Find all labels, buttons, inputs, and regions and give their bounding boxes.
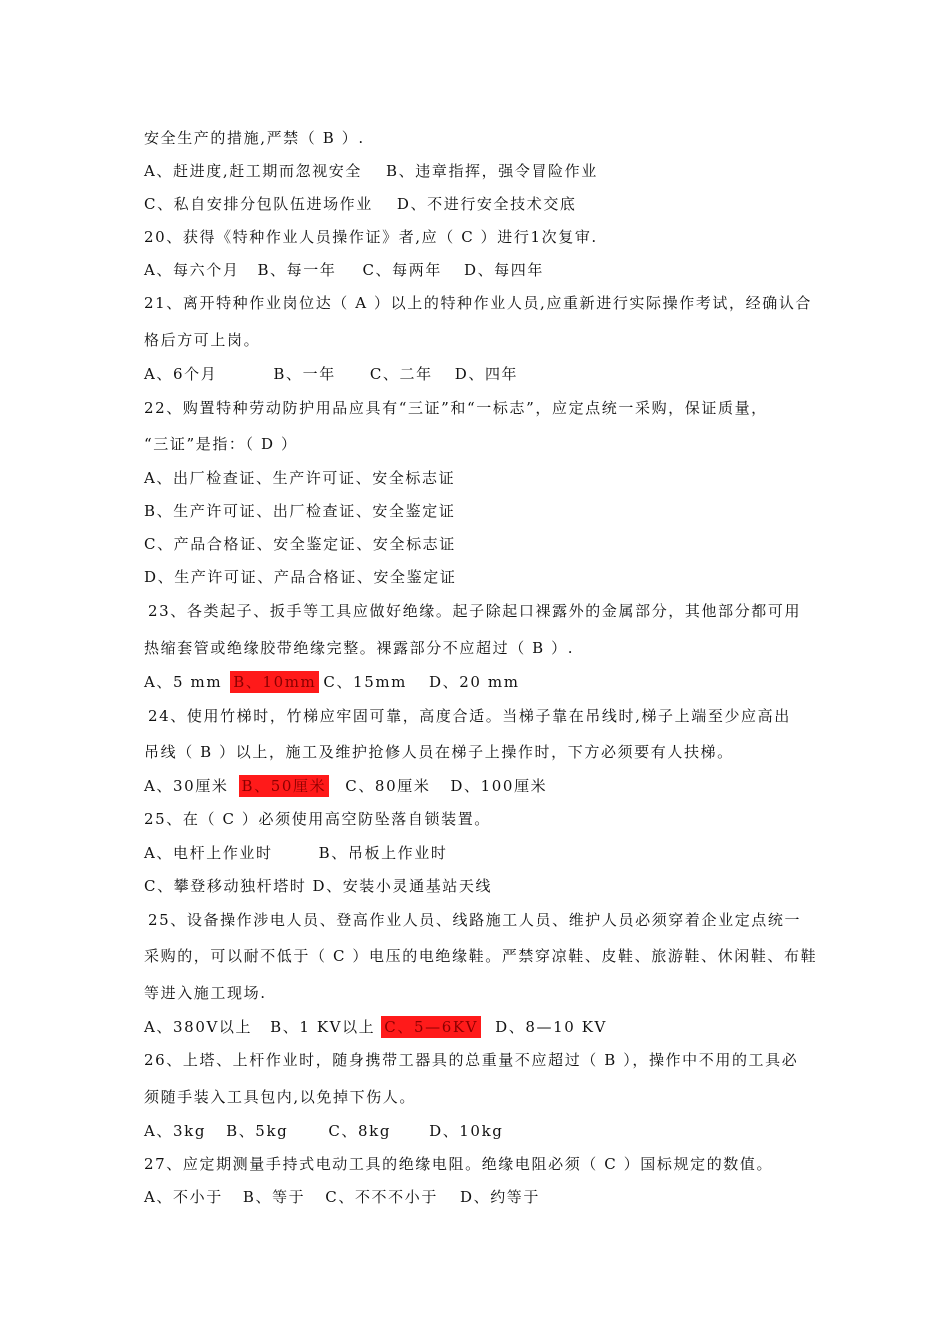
- option-b: B、1 KV以上: [270, 1018, 376, 1036]
- option-b-highlighted: B、10mm: [230, 671, 319, 693]
- question-text: 须随手装入工具包内,以免掉下伤人。: [144, 1088, 416, 1106]
- text-line: 安全生产的措施,严禁（ B ）.: [144, 129, 365, 147]
- option-d: D、生产许可证、产品合格证、安全鉴定证: [144, 568, 457, 586]
- option-c: C、80厘米: [345, 777, 431, 795]
- option-b: B、等于: [242, 1188, 306, 1206]
- option-a: A、30厘米: [144, 777, 229, 795]
- option-c: C、攀登移动独杆塔时: [144, 877, 307, 895]
- option-b-highlighted: B、50厘米: [239, 775, 330, 797]
- question-text: 热缩套管或绝缘胶带绝缘完整。裸露部分不应超过（ B ）.: [144, 639, 575, 657]
- option-row: [144, 842, 447, 864]
- option-a: A、电杆上作业时: [144, 844, 273, 862]
- option-c: C、不不不小于: [325, 1188, 438, 1206]
- option-b: B、违章指挥，强令冒险作业: [386, 162, 598, 180]
- option-row: [144, 363, 518, 385]
- option-d: D、安装小灵通基站天线: [312, 877, 493, 895]
- question-text: 24、使用竹梯时，竹梯应牢固可靠，高度合适。当梯子靠在吊线时,梯子上端至少应高出: [148, 707, 791, 725]
- option-d: D、约等于: [459, 1188, 540, 1206]
- question-text: 21、离开特种作业岗位达（ A ）以上的特种作业人员,应重新进行实际操作考试，经确认合: [144, 294, 813, 312]
- option-d: D、不进行安全技术交底: [396, 195, 577, 213]
- option-b: B、一年: [273, 365, 336, 383]
- question-text: 23、各类起子、扳手等工具应做好绝缘。起子除起口裸露外的金属部分，其他部分都可用: [148, 602, 802, 620]
- option-a: A、6个月: [144, 365, 218, 383]
- option-a: A、每六个月: [144, 261, 240, 279]
- option-row: [144, 259, 544, 281]
- option-c: C、每两年: [362, 261, 442, 279]
- question-text: 27、应定期测量手持式电动工具的绝缘电阻。绝缘电阻必须（ C ）国标规定的数值。: [144, 1155, 774, 1173]
- option-row: [144, 193, 577, 215]
- question-text: 25、在（ C ）必须使用高空防坠落自锁装置。: [144, 810, 491, 828]
- option-b: B、每一年: [257, 261, 337, 279]
- option-c: C、私自安排分包队伍进场作业: [144, 195, 373, 213]
- option-a: A、赶进度,赶工期而忽视安全: [144, 162, 363, 180]
- option-c: C、8kg: [328, 1122, 392, 1140]
- question-text: “三证”是指：（ D ）: [144, 435, 298, 453]
- question-text: 等进入施工现场.: [144, 984, 267, 1002]
- question-text: 采购的，可以耐不低于（ C ）电压的电绝缘鞋。严禁穿凉鞋、皮鞋、旅游鞋、休闲鞋、布鞋: [144, 947, 818, 965]
- option-a: A、5 mm: [144, 673, 223, 691]
- option-row: [144, 775, 547, 797]
- option-a: A、不小于: [144, 1188, 223, 1206]
- option-b: B、生产许可证、出厂检查证、安全鉴定证: [144, 502, 456, 520]
- option-b: B、吊板上作业时: [318, 844, 448, 862]
- question-text: 22、购置特种劳动防护用品应具有“三证”和“一标志”，应定点统一采购，保证质量，: [144, 399, 768, 417]
- option-a: A、出厂检查证、生产许可证、安全标志证: [144, 469, 456, 487]
- option-row: [144, 875, 492, 897]
- option-c: C、产品合格证、安全鉴定证、安全标志证: [144, 535, 456, 553]
- option-d: D、四年: [454, 365, 519, 383]
- option-c-highlighted: C、5—6KV: [381, 1016, 481, 1038]
- option-d: D、每四年: [463, 261, 544, 279]
- option-a: A、380V以上: [144, 1018, 253, 1036]
- option-row: [144, 1016, 607, 1038]
- question-text: 25、设备操作涉电人员、登高作业人员、线路施工人员、维护人员必须穿着企业定点统一: [148, 911, 802, 929]
- option-row: [144, 671, 520, 693]
- option-row: [144, 1186, 540, 1208]
- option-row: [144, 1120, 503, 1142]
- option-d: D、100厘米: [450, 777, 548, 795]
- question-text: 格后方可上岗。: [144, 331, 261, 349]
- question-text: 吊线（ B ）以上，施工及维护抢修人员在梯子上操作时，下方必须要有人扶梯。: [144, 743, 734, 761]
- question-text: 20、获得《特种作业人员操作证》者,应（ C ）进行1次复审.: [144, 228, 598, 246]
- option-b: B、5kg: [226, 1122, 289, 1140]
- option-row: [144, 160, 598, 182]
- option-d: D、10kg: [429, 1122, 504, 1140]
- option-d: D、8—10 KV: [495, 1018, 607, 1036]
- question-text: 26、上塔、上杆作业时，随身携带工器具的总重量不应超过（ B ），操作中不用的工具必: [144, 1051, 799, 1069]
- option-d: D、20 mm: [429, 673, 520, 691]
- option-a: A、3kg: [144, 1122, 207, 1140]
- option-c: C、二年: [369, 365, 433, 383]
- option-c: C、15mm: [323, 673, 407, 691]
